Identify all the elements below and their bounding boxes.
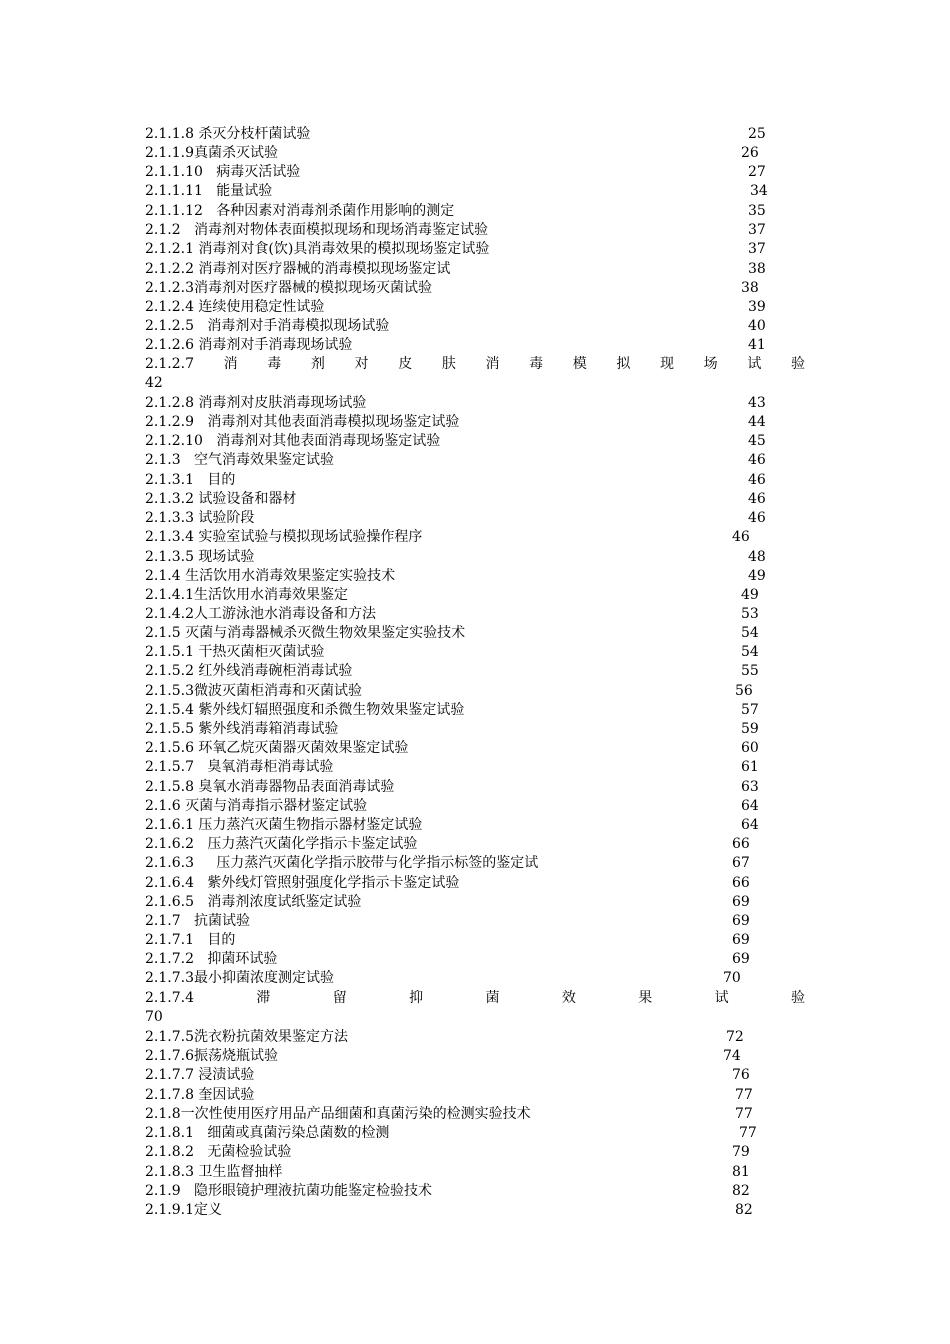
toc-entry-title-char: 现 (660, 356, 675, 372)
toc-entry-title-char: 验 (790, 356, 805, 372)
toc-entry-number: 2.1.3.3 (145, 510, 194, 526)
toc-entry-number: 2.1.3.1 (145, 472, 194, 488)
toc-entry[interactable] (145, 182, 845, 201)
toc-entry-number: 2.1.4.2 (145, 606, 194, 622)
toc-entry-number: 2.1.1.8 (145, 126, 194, 142)
toc-entry-number: 2.1.5.3 (145, 683, 194, 699)
toc-entry-page: 49 (748, 568, 766, 584)
toc-entry-page: 66 (732, 875, 750, 891)
toc-entry-page: 40 (748, 318, 766, 334)
toc-entry[interactable] (145, 221, 845, 240)
toc-entry-title: 环氧乙烷灭菌器灭菌效果鉴定试验 (193, 740, 409, 756)
toc-entry-number: 2.1.7 (145, 913, 181, 929)
toc-entry-number: 2.1.2.2 (145, 261, 194, 277)
toc-entry[interactable] (145, 125, 845, 144)
toc-entry-title: 消毒剂对物体表面模拟现场和现场消毒鉴定试验 (180, 222, 488, 238)
toc-entry-title: 真菌杀灭试验 (193, 145, 278, 161)
toc-entry-number: 2.1.8.3 (145, 1164, 194, 1180)
toc-entry-number: 2.1.7.5 (145, 1029, 194, 1045)
toc-entry-title: 压力蒸汽灭菌生物指示器材鉴定试验 (193, 817, 423, 833)
toc-entry-page: 48 (748, 549, 766, 565)
toc-entry-page: 69 (732, 951, 750, 967)
toc-entry-number: 2.1.5.7 (145, 759, 194, 775)
toc-entry-number: 2.1.2 (145, 222, 181, 238)
toc-entry-number: 2.1.2.10 (145, 433, 203, 449)
toc-entry-page: 49 (741, 587, 759, 603)
toc-entry-title-char: 模 (572, 356, 587, 372)
toc-entry-title: 无菌检验试验 (193, 1144, 292, 1160)
toc-entry-title: 消毒剂对医疗器械的消毒模拟现场鉴定试 (193, 261, 451, 277)
toc-entry[interactable] (145, 739, 845, 758)
toc-entry[interactable] (145, 1047, 845, 1066)
toc-entry-title: 洗衣粉抗菌效果鉴定方法 (193, 1029, 348, 1045)
toc-entry-title-char: 毒 (267, 356, 282, 372)
toc-entry-title: 奎因试验 (193, 1087, 255, 1103)
toc-entry-title: 消毒剂浓度试纸鉴定试验 (193, 894, 362, 910)
toc-entry-title: 振荡烧瓶试验 (193, 1048, 278, 1064)
toc-entry-title: 压力蒸汽灭菌化学指示卡鉴定试验 (193, 836, 418, 852)
toc-entry-number: 2.1.1.10 (145, 164, 203, 180)
toc-entry-title: 试验阶段 (193, 510, 255, 526)
toc-entry[interactable] (145, 1105, 845, 1124)
toc-entry-title: 目的 (193, 932, 236, 948)
toc-entry-page: 46 (748, 472, 766, 488)
toc-entry-page: 44 (748, 414, 766, 430)
toc-entry-page: 34 (750, 183, 768, 199)
toc-entry-number: 2.1.2.1 (145, 241, 194, 257)
toc-entry-title: 各种因素对消毒剂杀菌作用影响的测定 (202, 203, 455, 219)
toc-entry-title-char: 毒 (529, 356, 544, 372)
toc-entry-page: 25 (748, 126, 766, 142)
toc-entry[interactable] (145, 1163, 845, 1182)
toc-entry-page: 41 (748, 337, 766, 353)
toc-entry-page: 53 (741, 606, 759, 622)
toc-entry-page: 67 (732, 855, 750, 871)
toc-entry-title-char: 抑 (409, 990, 424, 1006)
toc-entry-number: 2.1.2.3 (145, 280, 194, 296)
toc-entry[interactable] (145, 605, 845, 624)
toc-entry[interactable] (145, 701, 845, 720)
toc-entry[interactable] (145, 624, 845, 643)
toc-entry-page: 76 (732, 1067, 750, 1083)
toc-entry-number: 2.1.7.1 (145, 932, 194, 948)
toc-entry-title-char: 菌 (485, 990, 500, 1006)
toc-entry-page: 38 (741, 280, 759, 296)
toc-entry-page: 70 (723, 970, 741, 986)
toc-entry-page: 57 (741, 702, 759, 718)
toc-entry[interactable] (145, 1028, 845, 1047)
toc-entry-title-char: 果 (638, 990, 653, 1006)
toc-entry-page: 77 (735, 1087, 753, 1103)
toc-entry[interactable] (145, 643, 845, 662)
toc-entry-page: 54 (741, 625, 759, 641)
toc-entry-number: 2.1.5.4 (145, 702, 194, 718)
toc-entry[interactable] (145, 662, 845, 681)
toc-entry-number: 2.1.5.8 (145, 779, 194, 795)
toc-entry-title-char: 皮 (398, 356, 413, 372)
toc-entry[interactable] (145, 778, 845, 797)
toc-entry[interactable] (145, 240, 845, 259)
toc-entry-title: 消毒剂对手消毒模拟现场试验 (193, 318, 390, 334)
toc-entry-title: 消毒剂对其他表面消毒模拟现场鉴定试验 (193, 414, 460, 430)
toc-entry-title-char: 剂 (310, 356, 325, 372)
toc-entry-number: 2.1.6.2 (145, 836, 194, 852)
toc-entry-title: 能量试验 (202, 183, 273, 199)
toc-entry-page: 61 (741, 759, 759, 775)
toc-entry-page: 46 (748, 452, 766, 468)
toc-entry-title: 浸渍试验 (193, 1067, 255, 1083)
toc-entry-title: 消毒剂对其他表面消毒现场鉴定试验 (202, 433, 441, 449)
toc-entry-page: 77 (739, 1125, 757, 1141)
toc-entry-title-char: 试 (747, 356, 762, 372)
toc-entry-title: 连续使用稳定性试验 (193, 299, 325, 315)
toc-entry-number: 2.1.5.2 (145, 663, 194, 679)
toc-entry-title-char: 消 (485, 356, 500, 372)
toc-entry-title-char: 对 (354, 356, 369, 372)
toc-entry-page: 38 (748, 261, 766, 277)
toc-entry-page: 43 (748, 395, 766, 411)
toc-entry-title: 干热灭菌柜灭菌试验 (193, 644, 325, 660)
toc-entry-number: 2.1.2.5 (145, 318, 194, 334)
toc-entry-title: 微波灭菌柜消毒和灭菌试验 (193, 683, 362, 699)
toc-entry-title: 臭氧水消毒器物品表面消毒试验 (193, 779, 395, 795)
toc-entry-number: 2.1.5.1 (145, 644, 194, 660)
toc-entry[interactable] (145, 413, 845, 432)
toc-entry-page: 64 (741, 798, 759, 814)
toc-entry-title: 最小抑菌浓度测定试验 (193, 970, 334, 986)
toc-entry-title: 抑菌环试验 (193, 951, 278, 967)
toc-entry[interactable] (145, 298, 845, 317)
toc-entry[interactable] (145, 835, 845, 854)
toc-entry-page: 37 (748, 241, 766, 257)
toc-entry-title: 紫外线消毒箱消毒试验 (193, 721, 339, 737)
toc-entry[interactable] (145, 874, 845, 893)
toc-entry-title: 消毒剂对手消毒现场试验 (193, 337, 353, 353)
toc-entry-title-char: 场 (703, 356, 718, 372)
toc-entry-number: 2.1.1.12 (145, 203, 203, 219)
toc-entry[interactable] (145, 1086, 845, 1105)
toc-entry-title: 隐形眼镜护理液抗菌功能鉴定检验技术 (180, 1183, 432, 1199)
toc-entry-title: 紫外线灯辐照强度和杀微生物效果鉴定试验 (193, 702, 465, 718)
toc-entry[interactable] (145, 144, 845, 163)
toc-entry-title: 实验室试验与模拟现场试验操作程序 (193, 529, 423, 545)
toc-entry-number: 2.1.5.6 (145, 740, 194, 756)
toc-entry-title: 一次性使用医疗用品产品细菌和真菌污染的检测实验技术 (180, 1106, 531, 1122)
toc-entry-title-char: 拟 (616, 356, 631, 372)
toc-entry-title-char: 验 (790, 990, 805, 1006)
toc-entry[interactable] (145, 586, 845, 605)
toc-entry[interactable] (145, 279, 845, 298)
toc-entry-page: 63 (741, 779, 759, 795)
toc-entry-page: 64 (741, 817, 759, 833)
toc-entry-page: 82 (735, 1202, 753, 1218)
toc-entry-title: 卫生监督抽样 (193, 1164, 283, 1180)
toc-entry[interactable] (145, 950, 845, 969)
toc-entry-number: 2.1.6.1 (145, 817, 194, 833)
toc-entry-number: 2.1.6.5 (145, 894, 194, 910)
toc-entry-title: 现场试验 (193, 549, 255, 565)
toc-entry-number: 2.1.2.7 (145, 356, 194, 372)
toc-entry-number: 2.1.2.8 (145, 395, 194, 411)
toc-entry[interactable] (145, 548, 845, 567)
toc-entry-number: 2.1.1.11 (145, 183, 203, 199)
toc-entry-page: 69 (732, 913, 750, 929)
toc-entry[interactable] (145, 567, 845, 586)
toc-entry-title: 消毒剂对皮肤消毒现场试验 (193, 395, 367, 411)
toc-entry-page: 45 (748, 433, 766, 449)
toc-entry-number: 2.1.2.6 (145, 337, 194, 353)
toc-entry-title: 病毒灭活试验 (202, 164, 301, 180)
toc-entry[interactable] (145, 317, 845, 336)
toc-entry-page: 81 (732, 1164, 750, 1180)
toc-entry[interactable] (145, 720, 845, 739)
toc-entry[interactable] (145, 202, 845, 221)
toc-entry-page: 77 (735, 1106, 753, 1122)
toc-entry-number: 2.1.8.2 (145, 1144, 194, 1160)
toc-entry[interactable] (145, 758, 845, 777)
toc-entry-title: 紫外线灯管照射强度化学指示卡鉴定试验 (193, 875, 460, 891)
toc-entry-page: 74 (723, 1048, 741, 1064)
toc-entry[interactable] (145, 260, 845, 279)
toc-entry[interactable] (145, 394, 845, 413)
toc-entry-number: 2.1.6.3 (145, 855, 194, 871)
toc-entry-page: 46 (732, 529, 750, 545)
toc-entry-page: 79 (732, 1144, 750, 1160)
toc-entry-number: 2.1.5 (145, 625, 181, 641)
toc-entry-title: 灭菌与消毒指示器材鉴定试验 (180, 798, 368, 814)
toc-entry-title-char: 消 (223, 356, 238, 372)
toc-entry-title: 生活饮用水消毒效果鉴定 (193, 587, 348, 603)
toc-entry[interactable] (145, 797, 845, 816)
toc-entry-page: 60 (741, 740, 759, 756)
toc-entry-page: 54 (741, 644, 759, 660)
toc-entry-title: 臭氧消毒柜消毒试验 (193, 759, 334, 775)
toc-entry-number: 2.1.8.1 (145, 1125, 194, 1141)
toc-entry-title-char: 留 (332, 990, 347, 1006)
toc-entry-title: 空气消毒效果鉴定试验 (180, 452, 334, 468)
toc-entry-number: 2.1.4 (145, 568, 181, 584)
toc-entry-page: 69 (732, 894, 750, 910)
toc-entry[interactable] (145, 816, 845, 835)
toc-entry-number: 2.1.7.7 (145, 1067, 194, 1083)
toc-entry[interactable] (145, 432, 845, 451)
toc-entry[interactable] (145, 682, 845, 701)
toc-entry[interactable] (145, 1182, 845, 1201)
toc-entry[interactable] (145, 451, 845, 470)
toc-entry-title: 试验设备和器材 (193, 491, 297, 507)
toc-entry-title: 消毒剂对医疗器械的模拟现场灭菌试验 (193, 280, 432, 296)
toc-entry[interactable] (145, 336, 845, 355)
toc-entry-page: 42 (145, 375, 163, 391)
toc-entry-title: 细菌或真菌污染总菌数的检测 (193, 1125, 390, 1141)
toc-entry[interactable] (145, 969, 845, 988)
toc-entry[interactable] (145, 989, 805, 1008)
toc-entry-number: 2.1.8 (145, 1106, 181, 1122)
toc-entry-page: 26 (741, 145, 759, 161)
toc-entry-title: 消毒剂对食(饮)具消毒效果的模拟现场鉴定试验 (193, 241, 490, 257)
toc-entry-title: 压力蒸汽灭菌化学指示胶带与化学指示标签的鉴定试 (193, 855, 539, 871)
toc-entry-number: 2.1.7.6 (145, 1048, 194, 1064)
toc-entry[interactable] (145, 471, 845, 490)
toc-entry-page: 72 (726, 1029, 744, 1045)
toc-entry-number: 2.1.7.8 (145, 1087, 194, 1103)
toc-entry-title: 红外线消毒碗柜消毒试验 (193, 663, 353, 679)
toc-entry-number: 2.1.2.4 (145, 299, 194, 315)
toc-entry-page: 37 (748, 222, 766, 238)
toc-entry-page: 46 (748, 491, 766, 507)
toc-entry-number: 2.1.6.4 (145, 875, 194, 891)
toc-entry[interactable] (145, 528, 845, 547)
toc-entry-number: 2.1.5.5 (145, 721, 194, 737)
toc-entry[interactable] (145, 1066, 845, 1085)
toc-entry-number: 2.1.7.4 (145, 990, 194, 1006)
toc-entry[interactable] (145, 854, 845, 873)
toc-entry-page: 66 (732, 836, 750, 852)
toc-entry-number: 2.1.4.1 (145, 587, 194, 603)
toc-entry-title-char: 滞 (256, 990, 271, 1006)
toc-entry-page: 59 (741, 721, 759, 737)
toc-entry-number: 2.1.9 (145, 1183, 181, 1199)
toc-entry-title: 灭菌与消毒器械杀灭微生物效果鉴定实验技术 (180, 625, 466, 641)
toc-entry[interactable] (145, 1201, 845, 1220)
toc-entry-page: 39 (748, 299, 766, 315)
toc-entry-title: 目的 (193, 472, 236, 488)
toc-entry[interactable] (145, 1143, 845, 1162)
toc-entry-number: 2.1.7.3 (145, 970, 194, 986)
toc-entry-title-char: 效 (561, 990, 576, 1006)
toc-entry-title: 生活饮用水消毒效果鉴定实验技术 (180, 568, 396, 584)
toc-entry-number: 2.1.2.9 (145, 414, 194, 430)
toc-entry-title: 杀灭分枝杆菌试验 (193, 126, 311, 142)
toc-entry-number: 2.1.6 (145, 798, 181, 814)
toc-entry-title: 定义 (193, 1202, 222, 1218)
toc-entry-page: 55 (741, 663, 759, 679)
toc-entry[interactable] (145, 1124, 845, 1143)
toc-entry-page: 69 (732, 932, 750, 948)
toc-entry[interactable] (145, 163, 845, 182)
toc-entry[interactable] (145, 931, 845, 950)
toc-entry-page: 70 (145, 1009, 163, 1025)
toc-entry-number: 2.1.3.2 (145, 491, 194, 507)
toc-entry-number: 2.1.9.1 (145, 1202, 194, 1218)
toc-entry-page: 27 (748, 164, 766, 180)
toc-entry-number: 2.1.7.2 (145, 951, 194, 967)
toc-entry-number: 2.1.1.9 (145, 145, 194, 161)
toc-entry-page: 35 (748, 203, 766, 219)
toc-entry-title: 人工游泳池水消毒设备和方法 (193, 606, 376, 622)
toc-entry[interactable] (145, 912, 845, 931)
toc-entry[interactable] (145, 490, 845, 509)
toc-entry-number: 2.1.3 (145, 452, 181, 468)
toc-entry[interactable] (145, 509, 845, 528)
toc-entry-number: 2.1.3.5 (145, 549, 194, 565)
toc-entry[interactable] (145, 893, 845, 912)
toc-entry-page: 46 (748, 510, 766, 526)
toc-entry[interactable] (145, 355, 805, 374)
toc-entry-title: 抗菌试验 (180, 913, 250, 929)
toc-entry-page: 82 (732, 1183, 750, 1199)
toc-entry-number: 2.1.3.4 (145, 529, 194, 545)
toc-entry-title-char: 肤 (441, 356, 456, 372)
toc-entry-title-char: 试 (714, 990, 729, 1006)
toc-entry-page: 56 (735, 683, 753, 699)
